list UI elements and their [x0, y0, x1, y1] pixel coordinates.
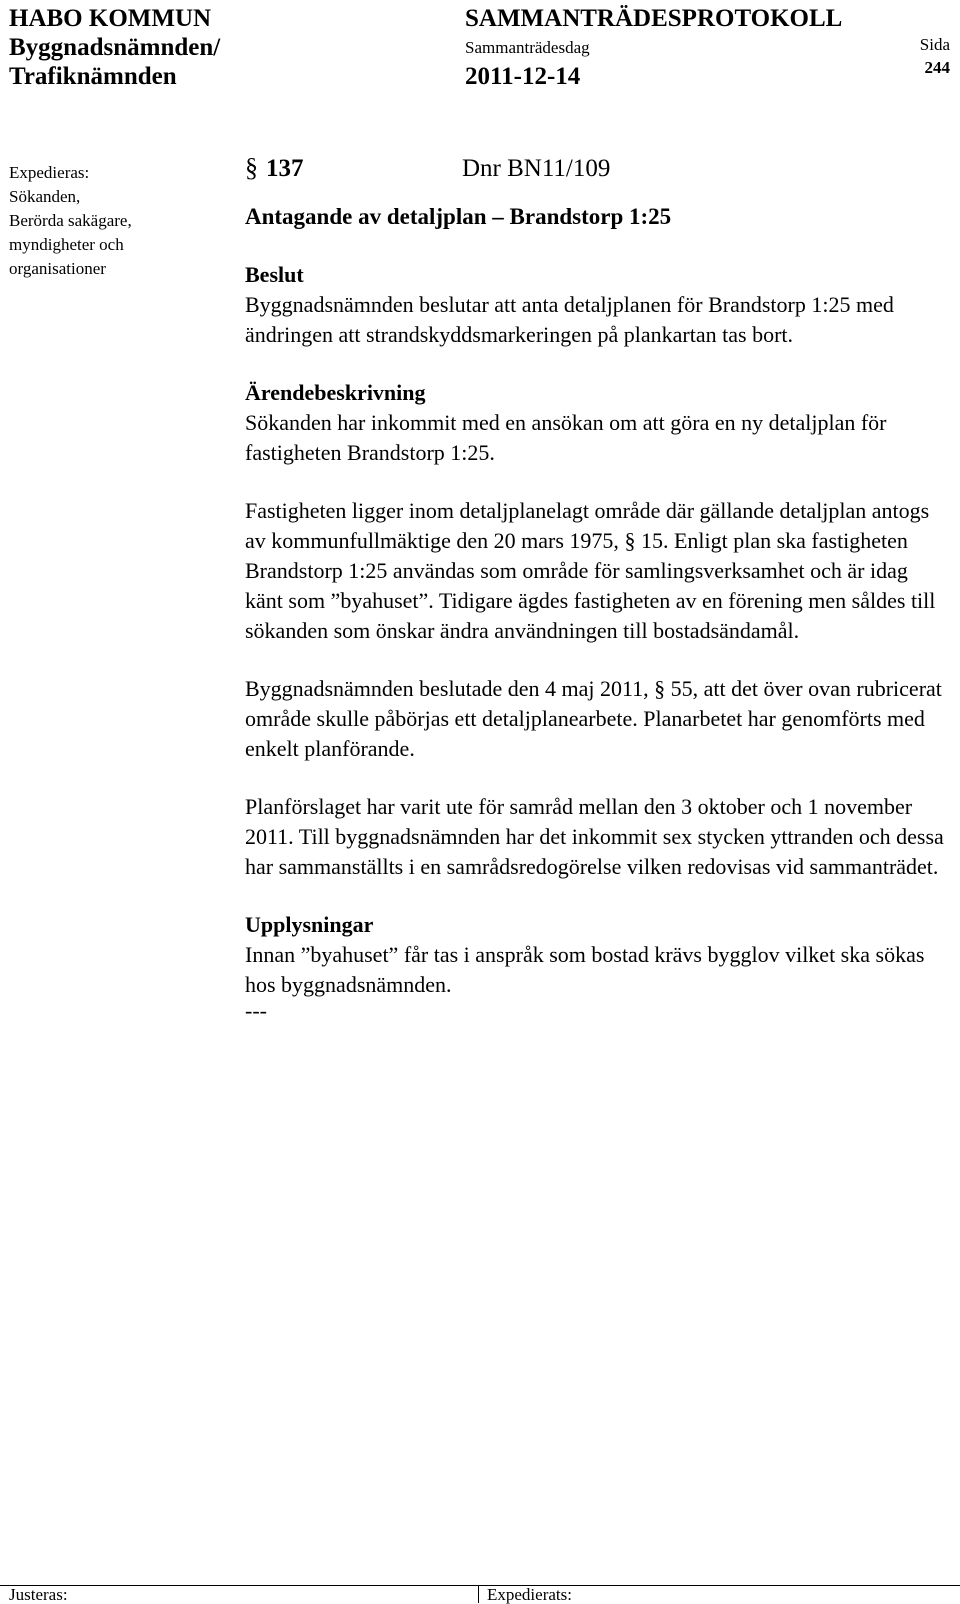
- recipient: Berörda sakägare,: [9, 211, 132, 230]
- recipient: myndigheter och: [9, 235, 124, 254]
- section-number-row: [245, 153, 945, 193]
- date-value: 2011-12-14: [465, 63, 581, 90]
- section-number: 137: [266, 155, 304, 182]
- paragraph-3-part-b: 55, att det över ovan rubricerat område skulle påbörjas ett detaljplanearbete. Planarbetet har genomförts med enkelt planförande.: [245, 676, 942, 761]
- header-page: [920, 33, 950, 79]
- upplysningar-text: Innan ”byahuset” får tas i anspråk som bostad krävs bygglov vilket ska sökas hos byggnadsnämnden.: [245, 942, 925, 997]
- org-name: HABO KOMMUN: [9, 5, 212, 32]
- distribution-title: Expedieras:: [9, 163, 90, 182]
- section-symbol-inline: §: [654, 676, 666, 701]
- date-label: Sammanträdesdag: [465, 38, 590, 57]
- beslut-text: Byggnadsnämnden beslutar att anta detaljplanen för Brandstorp 1:25 med ändringen att strandskyddsmarkeringen på plankartan tas bort.: [245, 292, 894, 347]
- distribution-list: [9, 161, 224, 281]
- document-title: SAMMANTRÄDESPROTOKOLL: [465, 5, 843, 32]
- recipient: organisationer: [9, 259, 106, 278]
- committee-name-2: Trafiknämnden: [9, 63, 177, 90]
- footer-expedierats: Expedierats:: [487, 1585, 572, 1604]
- beslut-heading: Beslut: [245, 262, 304, 287]
- page-number: 244: [924, 58, 950, 77]
- arendebeskrivning-paragraph-1: Sökanden har inkommit med en ansökan om att göra en ny detaljplan för fastigheten Brandstorp 1:25.: [245, 410, 887, 465]
- arendebeskrivning-paragraph-2: [245, 496, 945, 646]
- upplysningar-heading: Upplysningar: [245, 912, 374, 937]
- recipient: Sökanden,: [9, 187, 81, 206]
- end-marker: ---: [245, 998, 267, 1023]
- arendebeskrivning-paragraph-4: Planförslaget har varit ute för samråd mellan den 3 oktober och 1 november 2011. Till byggnadsnämnden har det inkommit sex stycken yttranden och dessa har sammanställts i en samrådsredogörelse vilken redovisas vid sammanträdet.: [245, 794, 944, 879]
- footer-justeras: Justeras:: [9, 1585, 68, 1604]
- protocol-body: [245, 153, 945, 1026]
- page-label: Sida: [919, 35, 950, 54]
- paragraph-2-part-a: Fastigheten ligger inom detaljplanelagt område där gällande detaljplan antogs av kommunfullmäktige den 20 mars 1975,: [245, 498, 930, 553]
- section-symbol-inline: §: [624, 528, 636, 553]
- footer-divider: [478, 1585, 479, 1603]
- arendebeskrivning-paragraph-3: [245, 674, 945, 764]
- section-symbol: §: [245, 153, 258, 182]
- paragraph-3-part-a: Byggnadsnämnden beslutade den 4 maj 2011,: [245, 676, 655, 701]
- header-organisation: [9, 4, 220, 91]
- paragraph-2-part-b: 15. Enligt plan ska fastigheten Brandstorp 1:25 användas som område för samlingsverksamhet och är idag känt som ”byahuset”. Tidigare ägdes fastigheten av en förening men såldes till sökanden som önskar ändra användningen till bostadsändamål.: [245, 528, 936, 643]
- committee-name: Byggnadsnämnden/: [9, 34, 221, 61]
- dnr: Dnr BN11/109: [462, 155, 611, 182]
- section-title: Antagande av detaljplan – Brandstorp 1:25: [245, 204, 672, 229]
- header-document: [465, 4, 842, 92]
- footer-rule: [0, 1585, 960, 1586]
- arendebeskrivning-heading: Ärendebeskrivning: [245, 380, 426, 405]
